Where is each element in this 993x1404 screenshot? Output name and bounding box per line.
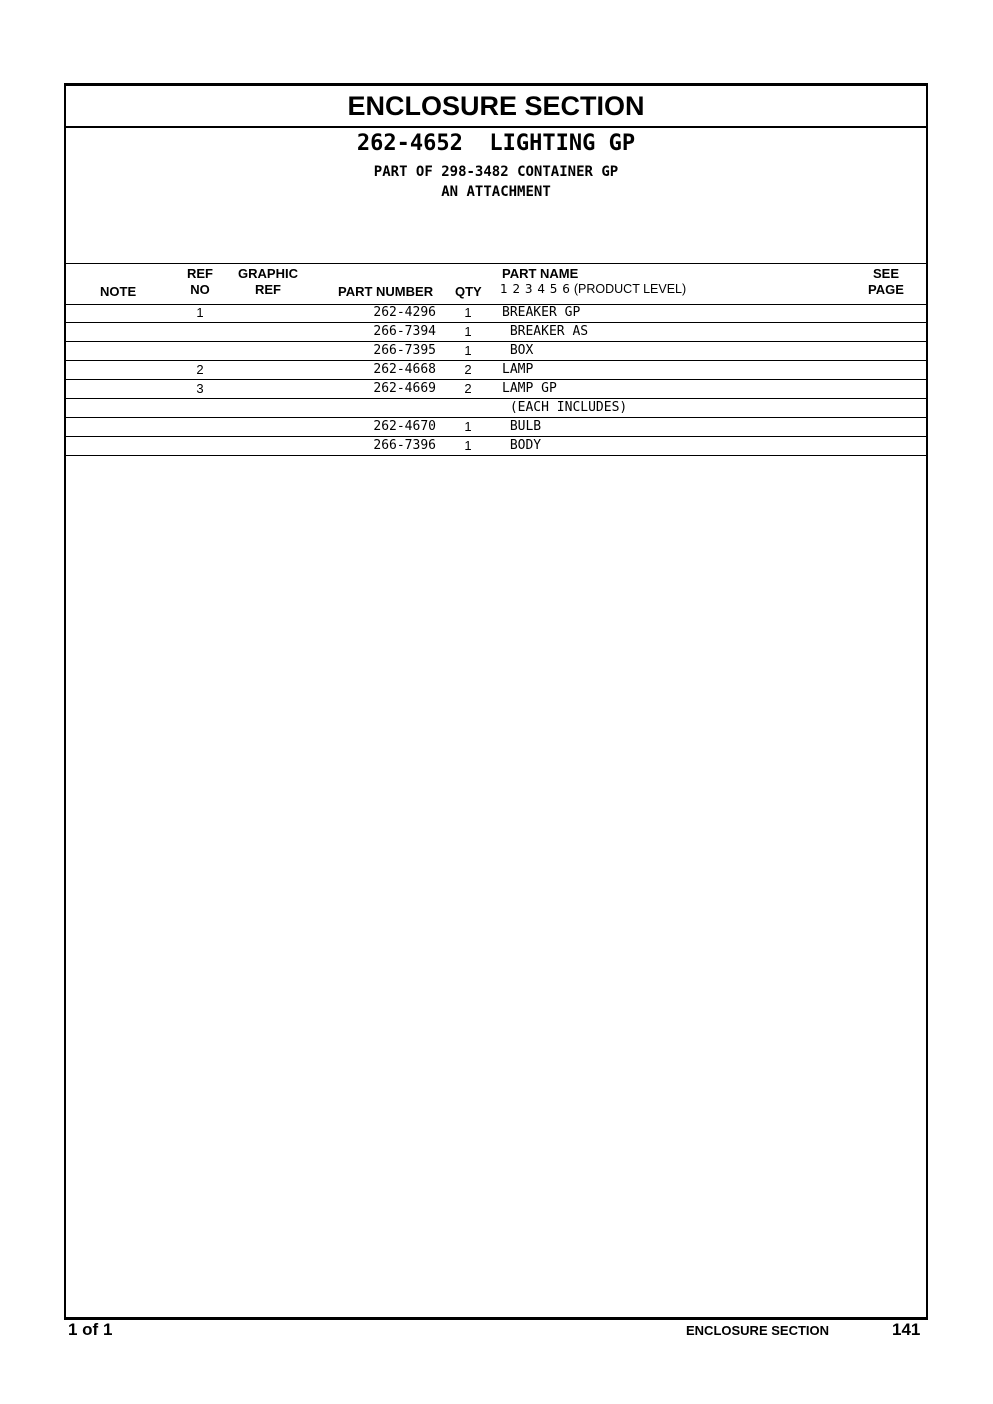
- column-header-see: SEE: [872, 266, 899, 281]
- page-frame: [64, 83, 928, 1320]
- page-count: 1 of 1: [68, 1320, 113, 1339]
- ref-no-cell: 2: [196, 362, 204, 377]
- table-row: [66, 380, 926, 399]
- table-header: [66, 263, 926, 305]
- column-header-part-name: PART NAME: [502, 266, 579, 281]
- subtitle-attachment: AN ATTACHMENT: [441, 184, 551, 200]
- column-header-part-number: PART NUMBER: [338, 284, 434, 299]
- column-header-qty: QTY: [455, 284, 482, 299]
- qty-cell: 2: [464, 362, 472, 377]
- ref-no-cell: 1: [196, 305, 204, 320]
- column-header-ref-no: [183, 266, 217, 298]
- part-name-cell: LAMP: [502, 362, 534, 377]
- part-number-cell: 262-4296: [373, 305, 436, 320]
- qty-cell: 1: [464, 419, 472, 434]
- column-header-note: NOTE: [100, 284, 137, 299]
- table-row: [66, 437, 926, 456]
- part-number-cell: 266-7396: [373, 438, 436, 453]
- product-level-label: (PRODUCT LEVEL): [573, 282, 687, 296]
- part-name-cell: BOX: [502, 343, 534, 358]
- part-number-cell: 266-7394: [373, 324, 436, 339]
- subtitle-parent-group: PART OF 298-3482 CONTAINER GP: [373, 164, 619, 180]
- parts-table-body: [66, 304, 926, 456]
- part-name-cell: LAMP GP: [502, 381, 557, 396]
- part-name-cell: BREAKER AS: [502, 324, 589, 339]
- footer-section-title: ENCLOSURE SECTION: [686, 1323, 830, 1338]
- table-row: [66, 418, 926, 437]
- section-title: ENCLOSURE SECTION: [66, 86, 926, 128]
- group-title: 262-4652 LIGHTING GP: [356, 131, 636, 156]
- qty-cell: 1: [464, 324, 472, 339]
- table-row: [66, 399, 926, 418]
- table-row: [66, 361, 926, 380]
- qty-cell: 2: [464, 381, 472, 396]
- qty-cell: 1: [464, 343, 472, 358]
- column-header-no: NO: [190, 282, 210, 297]
- product-level-digits: 1 2 3 4 5 6: [500, 282, 571, 296]
- part-number-cell: 266-7395: [373, 343, 436, 358]
- ref-no-cell: 3: [196, 381, 204, 396]
- table-row: [66, 323, 926, 342]
- part-name-cell: BODY: [502, 438, 542, 453]
- qty-cell: 1: [464, 438, 472, 453]
- column-header-graphic-ref: [233, 266, 303, 298]
- part-name-cell: BULB: [502, 419, 542, 434]
- part-number-cell: 262-4669: [373, 381, 436, 396]
- part-name-cell: BREAKER GP: [502, 305, 581, 320]
- part-name-cell: (EACH INCLUDES): [502, 400, 628, 415]
- table-row: [66, 304, 926, 323]
- product-level-header: [500, 282, 686, 296]
- qty-cell: 1: [464, 305, 472, 320]
- column-header-graphic: GRAPHIC: [238, 266, 298, 281]
- column-header-graphic-ref-label: REF: [255, 282, 281, 297]
- column-header-ref: REF: [187, 266, 213, 281]
- part-number-cell: 262-4668: [373, 362, 436, 377]
- column-header-page: PAGE: [868, 282, 904, 297]
- column-header-see-page: [864, 266, 908, 298]
- part-number-cell: 262-4670: [373, 419, 436, 434]
- page-number: 141: [892, 1320, 921, 1339]
- table-row: [66, 342, 926, 361]
